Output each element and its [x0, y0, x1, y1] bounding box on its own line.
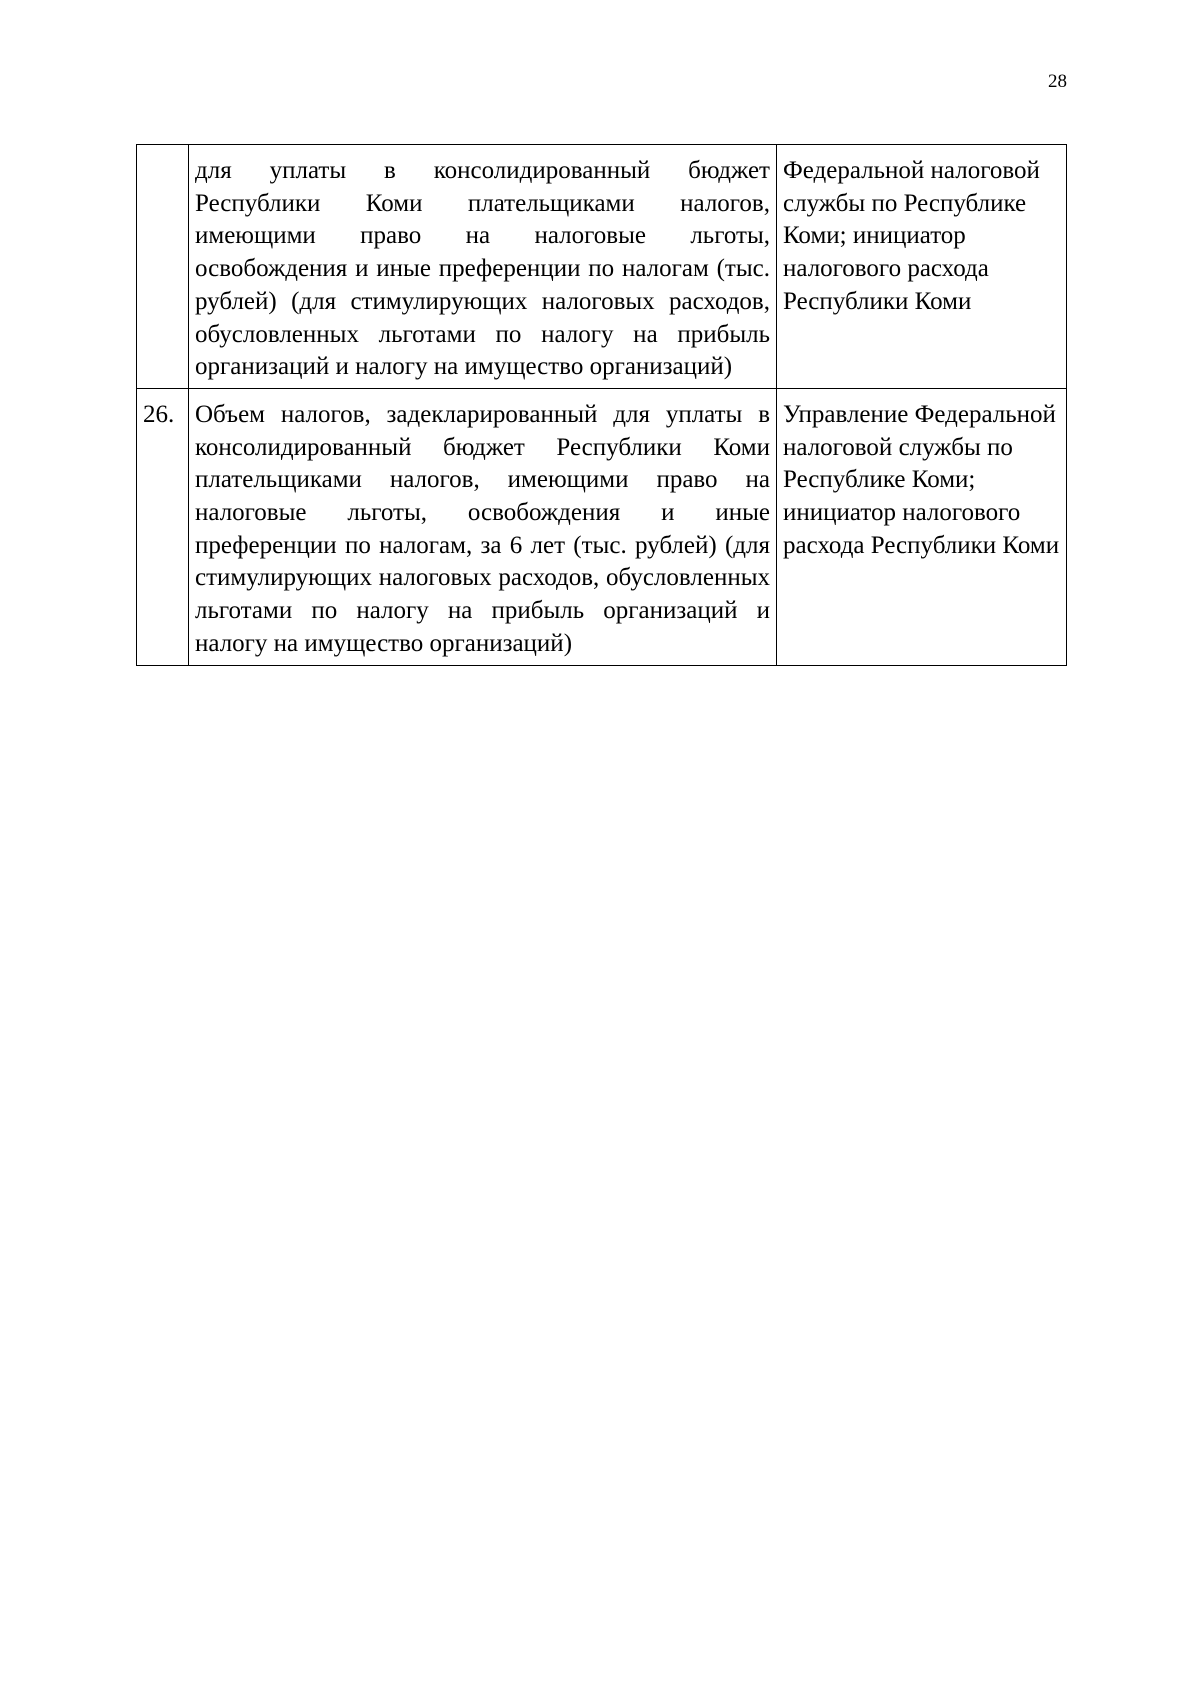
indicators-table — [136, 144, 1067, 666]
indicator-description: для уплаты в консолидированный бюджет Республики Коми плательщиками налогов, имеющими право на налоговые льготы, освобождения и иные преференции по налогам (тыс. рублей) (для стимулирующих налоговых расходов, обусловленных льготами по налогу на прибыль организаций и налогу на имущество организаций) — [189, 145, 777, 389]
table-row — [137, 145, 1067, 389]
row-number — [137, 145, 189, 389]
row-number: 26. — [137, 388, 189, 665]
table-row — [137, 388, 1067, 665]
indicator-description: Объем налогов, задекларированный для уплаты в консолидированный бюджет Республики Коми плательщиками налогов, имеющими право на налоговые льготы, освобождения и иные преференции по налогам, за 6 лет (тыс. рублей) (для стимулирующих налоговых расходов, обусловленных льготами по налогу на прибыль организаций и налогу на имущество организаций) — [189, 388, 777, 665]
data-source: Федеральной налоговой службы по Республике Коми; инициатор налогового расхода Республики Коми — [777, 145, 1067, 389]
page-number: 28 — [1048, 71, 1067, 92]
data-source: Управление Федеральной налоговой службы по Республике Коми; инициатор налогового расхода Республики Коми — [777, 388, 1067, 665]
